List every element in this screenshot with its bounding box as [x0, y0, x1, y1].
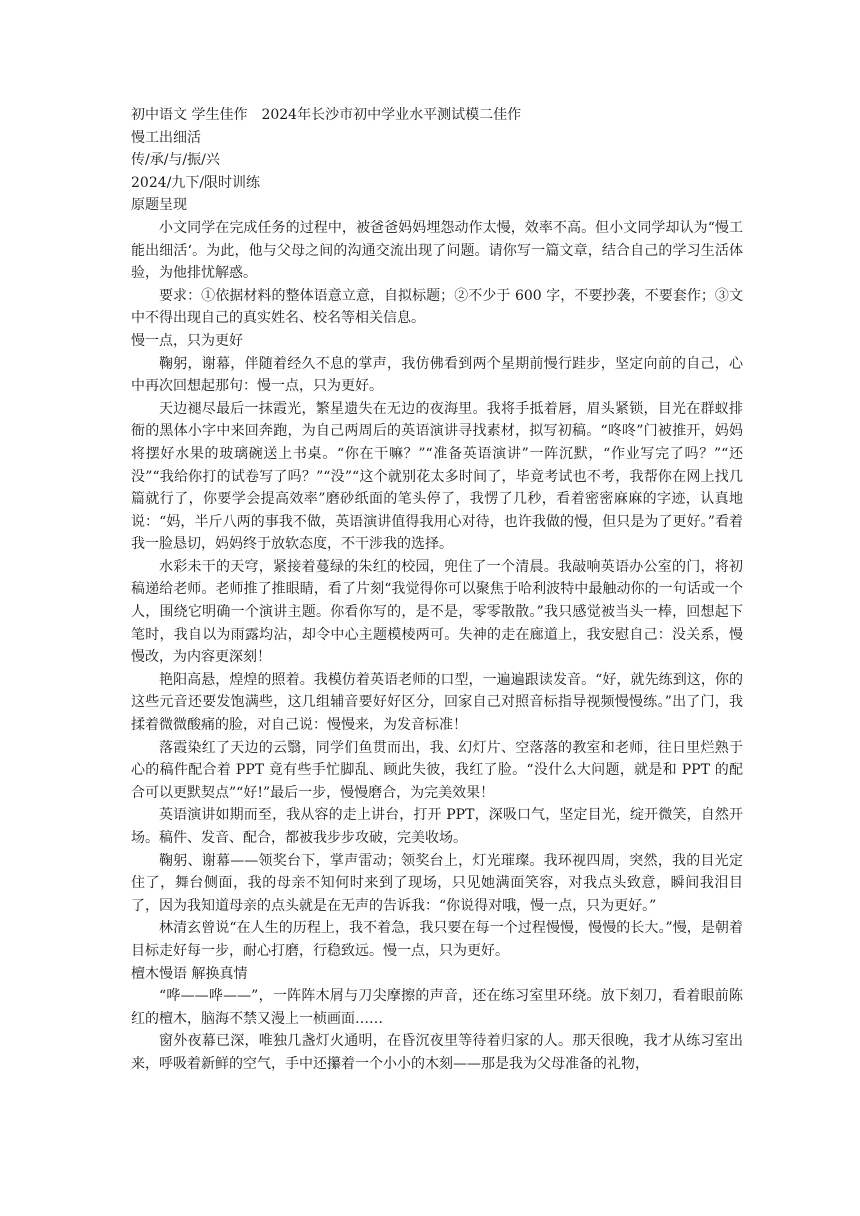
document-header-title: 初中语文 学生佳作 2024年长沙市初中学业水平测试模二佳作 [131, 107, 522, 123]
prompt-paragraph: 小文同学在完成任务的过程中，被爸爸妈妈埋怨动作太慢，效率不高。但小文同学却认为“慢工能出细活‘。为此，他与父母之间的沟通交流出现了问题。请你写一篇文章，结合自己的学习生活体验，为他排忧解惑。 [131, 219, 743, 282]
essay2-title: 檀木慢语 解换真情 [131, 965, 248, 982]
document-subtitle: 慢工出细活 [131, 129, 201, 146]
document-meta: 2024/九下/限时训练 [131, 174, 261, 191]
prompt-heading: 原题呈现 [131, 197, 187, 214]
prompt-requirements: 要求：①依据材料的整体语意立意，自拟标题；②不少于 600 字，不要抄袭，不要套作；③文中不得出现自己的真实姓名、校名等相关信息。 [131, 287, 743, 327]
essay1-paragraph: 鞠躬，谢幕，伴随着经久不息的掌声，我仿佛看到两个星期前慢行跬步，坚定向前的自己，心中再次回想起那句：慢一点，只为更好。 [131, 355, 743, 395]
essay1-paragraph: 水彩未干的天穹，紧接着蔓绿的朱红的校园，兜住了一个清晨。我敲响英语办公室的门，将初稿递给老师。老师推了推眼睛，看了片刻“我觉得你可以聚焦于哈利波特中最触动你的一句话或一个人，围绕它明确一个演讲主题。你看你写的，是不是，零零散散。”我只感觉被当头一棒，回想起下笔时，我自以为雨露均沾，却令中心主题模棱两可。失神的走在廊道上，我安慰自己：没关系，慢慢改，为内容更深刻！ [131, 558, 743, 666]
essay2-paragraph: “哗——哗——”，一阵阵木屑与刀尖摩擦的声音，还在练习室里环绕。放下刻刀，看着眼前陈红的檀木，脑海不禁又漫上一桢画面…… [131, 988, 743, 1027]
essay1-paragraph: 鞠躬、谢幕——领奖台下，掌声雷动；领奖台上，灯光璀璨。我环视四周，突然，我的目光定住了，舞台侧面，我的母亲不知何时来到了现场，只见她满面笑容，对我点头致意，瞬间我泪目了，因为我知道母亲的点头就是在无声的告诉我：“你说得对哦，慢一点，只为更好。” [131, 852, 743, 914]
document-tags: 传/承/与/振/兴 [131, 152, 220, 169]
essay2-paragraph: 窗外夜幕已深，唯独几盏灯火通明，在昏沉夜里等待着归家的人。那天很晚，我才从练习室出来，呼吸着新鲜的空气，手中还攥着一个小小的木刻——那是我为父母准备的礼物， [131, 1033, 743, 1072]
essay1-paragraph: 艳阳高悬，煌煌的照着。我模仿着英语老师的口型，一遍遍跟读发音。“好，就先练到这，你的这些元音还要发饱满些，这几组辅音要好好区分，回家自己对照音标指导视频慢慢练。”出了门，我揉着微微酸痛的脸，对自己说：慢慢来，为发音标准！ [131, 671, 743, 734]
essay1-paragraph: 英语演讲如期而至，我从容的走上讲台，打开 PPT，深吸口气，坚定目光，绽开微笑，自然开场。稿件、发音、配合，都被我步步攻破，完美收场。 [131, 807, 743, 846]
document-page [131, 104, 743, 1076]
essay1-paragraph: 林清玄曾说“在人生的历程上，我不着急，我只要在每一个过程慢慢，慢慢的长大。”慢，是朝着目标走好每一步，耐心打磨，行稳致远。慢一点，只为更好。 [131, 920, 743, 959]
essay1-paragraph: 天边褪尽最后一抹霞光，繁星遗失在无边的夜海里。我将手抵着唇，眉头紧锁，目光在群蚁排衙的黑体小字中来回奔跑，为自己两周后的英语演讲寻找素材，拟写初稿。“咚咚”门被推开，妈妈将摆好水果的玻璃碗送上书桌。“你在干嘛？”“准备英语演讲”一阵沉默，“作业写完了吗？”“还没”“我给你打的试卷写了吗？”“没”“这个就别花太多时间了，毕竟考试也不考，我帮你在网上找几篇就行了，你要学会提高效率”磨砂纸面的笔头停了，我愣了几秒，看着密密麻麻的字迹，认真地说：“妈，半斤八两的事我不做，英语演讲值得我用心对待，也许我做的慢，但只是为了更好。”看着我一脸恳切，妈妈终于放软态度，不干涉我的选择。 [131, 400, 743, 553]
essay1-paragraph: 落霞染红了天边的云翳，同学们鱼贯而出，我、幻灯片、空落落的教室和老师，往日里烂熟于心的稿件配合着 PPT 竟有些手忙脚乱、顾此失彼，我红了脸。“没什么大问题，就是和 PPT 的配合可以更默契点”“好!”最后一步，慢慢磨合，为完美效果！ [131, 739, 743, 801]
essay1-title: 慢一点，只为更好 [131, 332, 243, 349]
